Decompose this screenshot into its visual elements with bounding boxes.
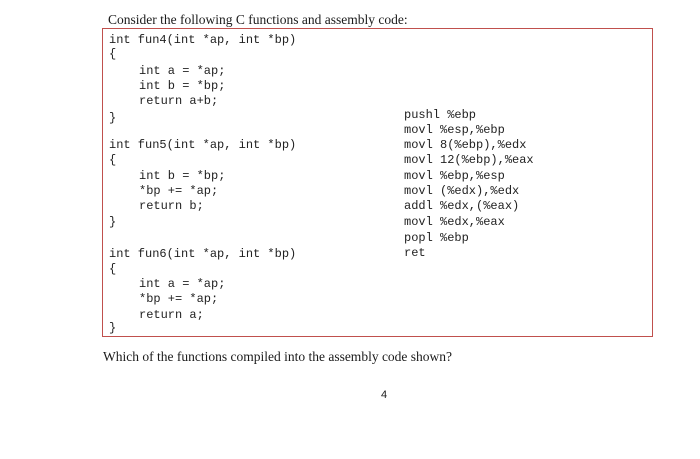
question-text: Which of the functions compiled into the assembly code shown?: [103, 349, 453, 364]
fun5-close-brace: }: [109, 215, 117, 229]
fun5-open-brace: {: [109, 153, 117, 167]
asm-line-2: movl %esp,%ebp: [404, 123, 505, 137]
asm-line-5: movl %ebp,%esp: [404, 169, 505, 183]
fun4-close-brace: }: [109, 111, 117, 125]
fun5-signature: int fun5(int *ap, int *bp): [109, 138, 297, 152]
fun6-line-3: return a;: [139, 308, 204, 322]
asm-line-7: addl %edx,(%eax): [404, 199, 520, 213]
fun6-line-1: int a = *ap;: [139, 277, 226, 291]
asm-line-10: ret: [404, 246, 426, 260]
fun4-line-2: int b = *bp;: [139, 79, 226, 93]
page-number: 4: [381, 389, 388, 401]
fun4-line-1: int a = *ap;: [139, 64, 226, 78]
fun6-open-brace: {: [109, 262, 117, 276]
fun5-line-1: int b = *bp;: [139, 169, 226, 183]
asm-line-6: movl (%edx),%edx: [404, 184, 520, 198]
fun6-line-2: *bp += *ap;: [139, 292, 219, 306]
fun5-line-3: return b;: [139, 199, 204, 213]
asm-line-9: popl %ebp: [404, 231, 469, 245]
asm-line-1: pushl %ebp: [404, 108, 477, 122]
asm-line-4: movl 12(%ebp),%eax: [404, 153, 534, 167]
fun6-close-brace: }: [109, 321, 117, 335]
fun4-open-brace: {: [109, 47, 117, 61]
fun4-signature: int fun4(int *ap, int *bp): [109, 33, 297, 47]
asm-line-3: movl 8(%ebp),%edx: [404, 138, 527, 152]
problem-prompt: Consider the following C functions and assembly code:: [108, 12, 408, 27]
asm-line-8: movl %edx,%eax: [404, 215, 505, 229]
fun4-line-3: return a+b;: [139, 94, 219, 108]
code-box: [102, 28, 653, 337]
fun6-signature: int fun6(int *ap, int *bp): [109, 247, 297, 261]
fun5-line-2: *bp += *ap;: [139, 184, 219, 198]
